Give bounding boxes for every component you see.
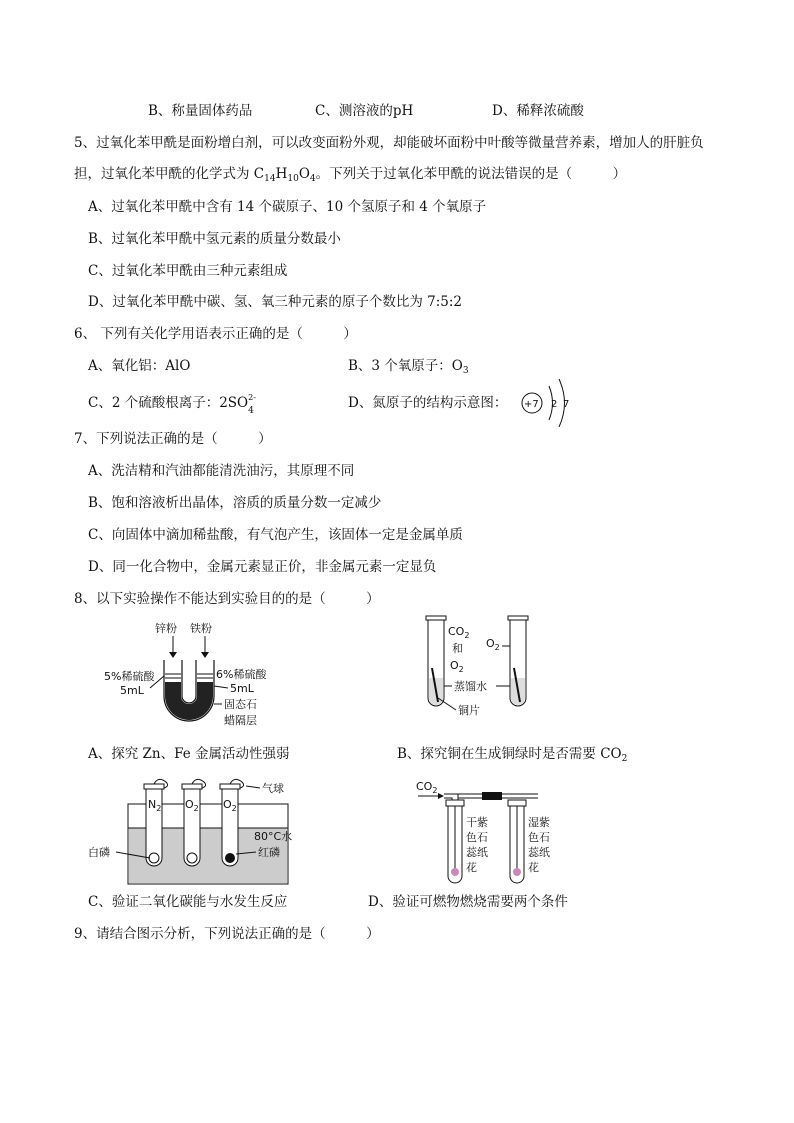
q8-caption-c: C、验证二氧化碳能与水发生反应 xyxy=(88,894,288,910)
o2-label: O xyxy=(450,659,459,672)
vol6-label: 5mL xyxy=(230,682,254,695)
svg-text:CO2: $CO_2$ xyxy=(416,780,438,795)
q5-option-c: C、过氧化苯甲酰由三种元素组成 xyxy=(88,263,288,279)
wet-flower-label-4: 花 xyxy=(528,861,539,874)
acid6-label: 6%稀硫酸 xyxy=(216,668,267,681)
q6-option-d: D、氮原子的结构示意图： xyxy=(348,395,508,411)
figure-b-copper-tubes xyxy=(412,612,542,722)
balloon-label: 气球 xyxy=(262,782,284,795)
dry-flower-label-1: 干紫 xyxy=(466,816,488,829)
q5-option-a: A、过氧化苯甲酰中含有 14 个碳原子、10 个氢原子和 4 个氧原子 xyxy=(88,199,487,215)
q6-option-a: A、氧化铝：AlO xyxy=(88,358,191,374)
q6-option-b: B、3 个氧原子：$O_3$ xyxy=(348,358,469,376)
q5-stem-line1: 5、过氧化苯甲酰是面粉增白剂，可以改变面粉外观，却能破坏面粉中叶酸等微量营养素，增加人的肝脏负 xyxy=(74,135,704,151)
wet-flower-label-3: 蕊纸 xyxy=(528,846,550,859)
q8-caption-b: B、探究铜在生成铜绿时是否需要 $CO_2$ xyxy=(397,746,628,764)
q5-stem-line2: 担，过氧化苯甲酰的化学式为 $C_{14}H_{10}O_4$。下列关于过氧化苯甲酰的说法错误的是（ ） xyxy=(74,166,627,184)
o2b-label: O xyxy=(223,798,232,811)
zinc-label: 锌粉 xyxy=(155,622,177,635)
q5-option-b: B、过氧化苯甲酰中氢元素的质量分数最小 xyxy=(88,231,341,247)
svg-text:CO2: $CO_2$ xyxy=(448,625,470,640)
q7-option-b: B、饱和溶液析出晶体，溶质的质量分数一定减少 xyxy=(88,495,382,511)
figure-a-u-tube xyxy=(100,618,310,730)
svg-text:N2: $N_2$ xyxy=(148,798,162,813)
o2a-label: O xyxy=(185,798,194,811)
acid5-label: 5%稀硫酸 xyxy=(104,670,155,683)
q6-stem: 6、 下列有关化学用语表示正确的是（ ） xyxy=(74,326,357,342)
shell-1-electrons: 2 xyxy=(551,399,558,410)
wet-flower-label-2: 色石 xyxy=(528,831,550,844)
vol5-label: 5mL xyxy=(120,684,144,697)
q7-option-d: D、同一化合物中，金属元素显正价，非金属元素一定显负 xyxy=(88,559,437,575)
svg-text:O2: $O_2$ xyxy=(486,637,500,652)
n2-label: N xyxy=(148,798,157,811)
q9-stem: 9、请结合图示分析，下列说法正确的是（ ） xyxy=(74,926,380,942)
and-label: 和 xyxy=(452,642,463,655)
q5-option-d: D、过氧化苯甲酰中碳、氢、氧三种元素的原子个数比为 7:5:2 xyxy=(88,294,462,310)
q8-caption-a: A、探究 Zn、Fe 金属活动性强弱 xyxy=(88,746,290,762)
svg-text:O2: $O_2$ xyxy=(185,798,199,813)
co2-label: CO xyxy=(448,625,465,638)
dry-flower-label-3: 蕊纸 xyxy=(466,846,488,859)
wet-flower-label-1: 湿紫 xyxy=(528,816,550,829)
shell-2-electrons: 7 xyxy=(563,399,570,410)
q7-option-a: A、洗洁精和汽油都能清洗油污，其原理不同 xyxy=(88,463,355,479)
q6-option-c: C、2 个硫酸根离子：2SO 2- 4 xyxy=(88,393,256,416)
solid-label: 固态石 xyxy=(224,698,257,711)
white-phosphorus-label: 白磷 xyxy=(88,846,110,859)
svg-text:O2: $O_2$ xyxy=(450,659,464,674)
figure-d-litmus-flowers xyxy=(412,776,562,888)
dry-flower-label-4: 花 xyxy=(466,861,477,874)
dry-flower-label-2: 色石 xyxy=(466,831,488,844)
o2-right-label: O xyxy=(486,637,495,650)
q7-option-c: C、向固体中滴加稀盐酸，有气泡产生，该固体一定是金属单质 xyxy=(88,527,463,543)
q4-option-c: C、测溶液的pH xyxy=(315,103,414,119)
svg-text:O2: $O_2$ xyxy=(223,798,237,813)
q7-stem: 7、下列说法正确的是（ ） xyxy=(74,431,272,447)
nitrogen-atom-diagram xyxy=(516,376,586,432)
iron-label: 铁粉 xyxy=(190,622,212,635)
figure-c-phosphorus xyxy=(84,778,314,888)
red-phosphorus-label: 红磷 xyxy=(258,846,280,859)
q4-option-d: D、稀释浓硫酸 xyxy=(492,103,584,119)
co2-inlet-label: CO xyxy=(416,780,433,793)
nucleus-label: +7 xyxy=(524,399,539,410)
hot-water-label: 80°C水 xyxy=(254,830,293,843)
q8-caption-d: D、验证可燃物燃烧需要两个条件 xyxy=(368,894,568,910)
copper-label: 铜片 xyxy=(458,704,480,717)
distilled-water-label: 蒸馏水 xyxy=(454,680,487,693)
q8-stem: 8、以下实验操作不能达到实验目的的是（ ） xyxy=(74,591,380,607)
wax-layer-label: 蜡隔层 xyxy=(224,714,257,727)
q4-option-b: B、称量固体药品 xyxy=(148,103,253,119)
